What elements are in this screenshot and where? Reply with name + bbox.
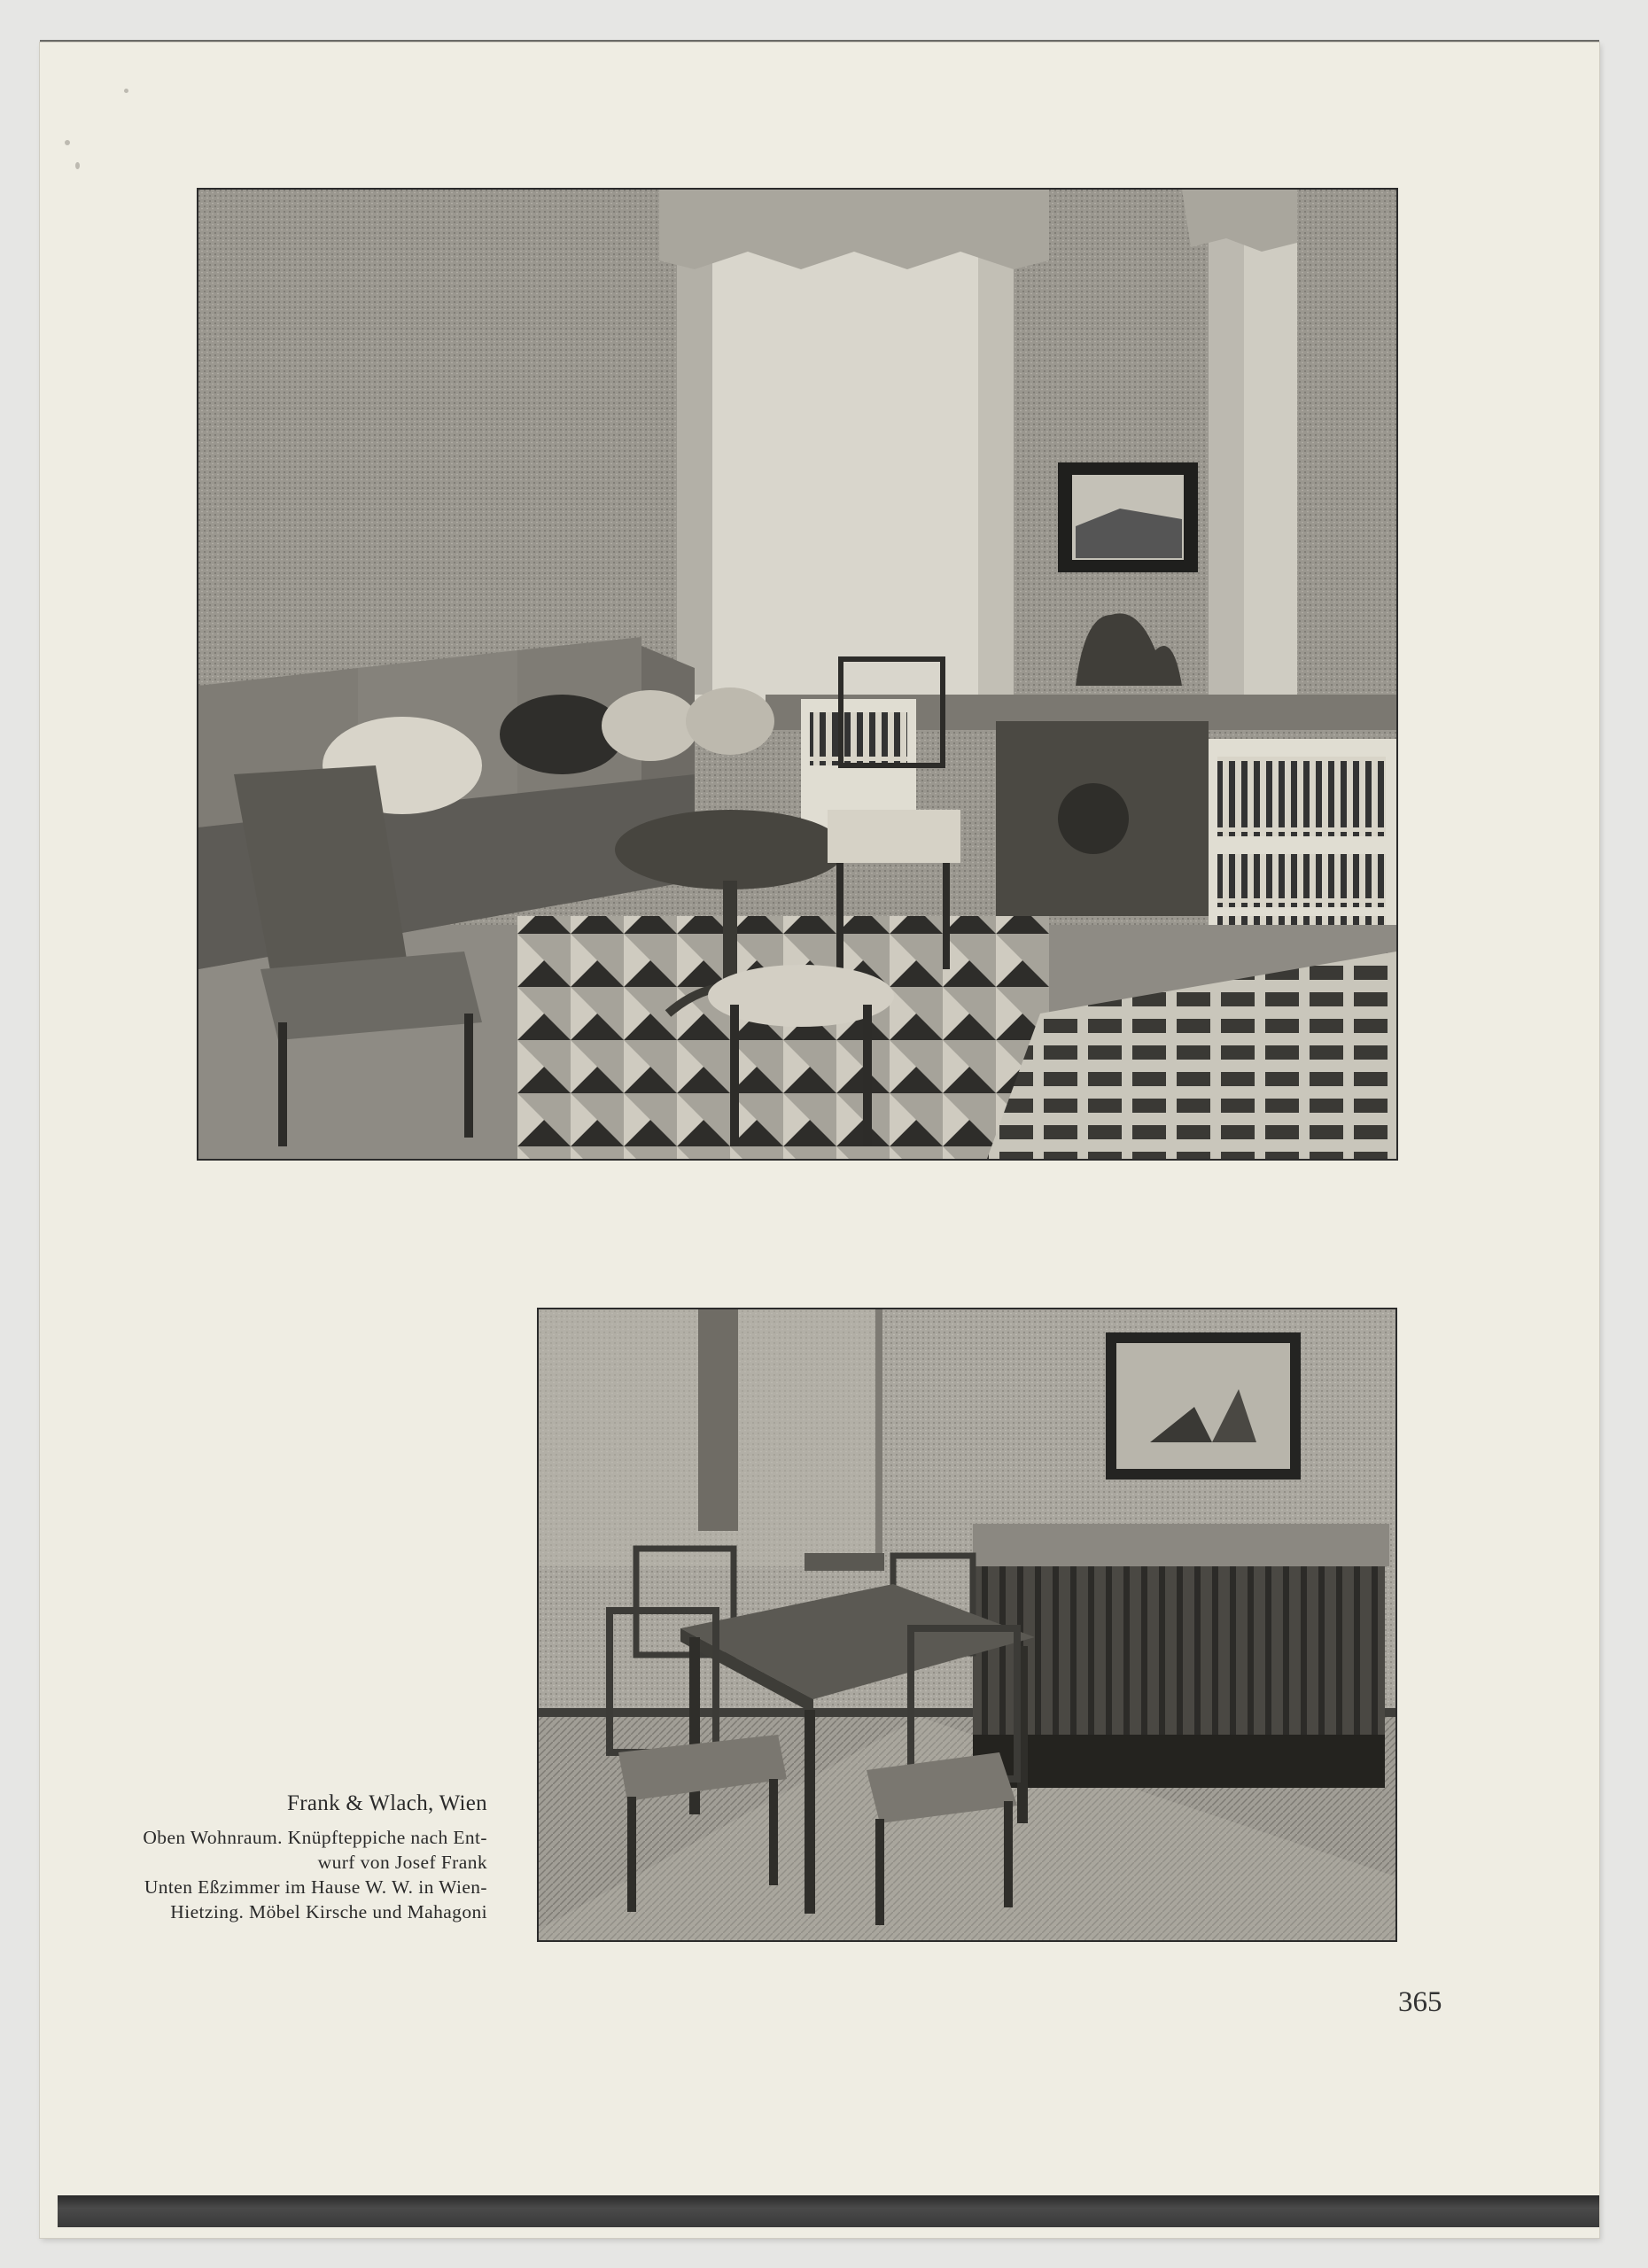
caption-line: wurf von Josef Frank xyxy=(317,1852,487,1873)
caption-firm: Frank & Wlach, Wien xyxy=(287,1791,487,1815)
page-number: 365 xyxy=(1398,1986,1442,2018)
page-bottom-edge xyxy=(58,2195,1599,2227)
photo-living-room xyxy=(197,188,1398,1161)
paper-speck xyxy=(65,140,70,145)
living-room-illustration xyxy=(198,190,1396,1159)
caption-line: Hietzing. Möbel Kirsche und Mahagoni xyxy=(170,1901,487,1922)
caption-line: Oben Wohnraum. Knüpfteppiche nach Ent- xyxy=(143,1827,487,1848)
photo-dining-room xyxy=(537,1308,1397,1942)
dining-room-illustration xyxy=(539,1309,1395,1940)
caption-line: Unten Eßzimmer im Hause W. W. in Wien- xyxy=(144,1876,487,1898)
paper-speck xyxy=(75,162,80,169)
photo-caption xyxy=(35,1791,487,1924)
paper-speck xyxy=(124,89,128,93)
